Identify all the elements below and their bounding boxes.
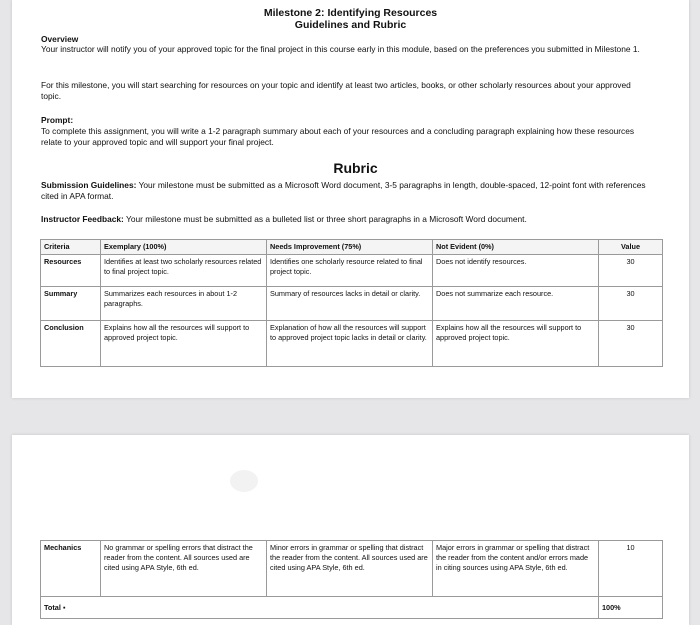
not-evident-header: Not Evident (0%) bbox=[433, 240, 599, 255]
exemplary-cell: Summarizes each resources in about 1-2 paragraphs. bbox=[101, 287, 267, 321]
needs-improvement-cell: Minor errors in grammar or spelling that distract the reader from the content. All sources used are cited using APA Style, 6th ed. bbox=[267, 541, 433, 597]
exemplary-cell: Identifies at least two scholarly resources related to final project topic. bbox=[101, 255, 267, 287]
not-evident-cell: Major errors in grammar or spelling that distract the reader from the content and/or errors made in citing sources using APA Style, 6th ed. bbox=[433, 541, 599, 597]
value-cell: 30 bbox=[599, 287, 663, 321]
criteria-cell: Conclusion bbox=[41, 321, 101, 367]
table-row bbox=[41, 541, 663, 597]
total-value: 100% bbox=[599, 597, 663, 619]
overview-heading: Overview bbox=[41, 34, 79, 44]
needs-improvement-cell: Identifies one scholarly resource related to final project topic. bbox=[267, 255, 433, 287]
feedback-label: Instructor Feedback: bbox=[41, 214, 124, 224]
value-header: Value bbox=[599, 240, 663, 255]
needs-improvement-cell: Explanation of how all the resources will support to approved project topic lacks in detail or clarity. bbox=[267, 321, 433, 367]
exemplary-header: Exemplary (100%) bbox=[101, 240, 267, 255]
feedback-text: Your milestone must be submitted as a bulleted list or three short paragraphs in a Microsoft Word document. bbox=[123, 214, 527, 224]
instructor-feedback bbox=[41, 214, 651, 225]
document-title: Milestone 2: Identifying Resources bbox=[263, 7, 438, 19]
value-cell: 30 bbox=[599, 255, 663, 287]
exemplary-cell: No grammar or spelling errors that distract the reader from the content. All sources used are cited using APA Style, 6th ed. bbox=[101, 541, 267, 597]
document-subtitle: Guidelines and Rubric bbox=[294, 19, 407, 31]
criteria-header: Criteria bbox=[41, 240, 101, 255]
needs-improvement-cell: Summary of resources lacks in detail or clarity. bbox=[267, 287, 433, 321]
table-row bbox=[41, 287, 663, 321]
rubric-table bbox=[40, 239, 663, 367]
criteria-cell: Resources bbox=[41, 255, 101, 287]
rubric-table-continued bbox=[40, 540, 663, 619]
milestone-text: For this milestone, you will start searching for resources on your topic and identify at least two articles, books, or other scholarly resources about your approved topic. bbox=[41, 80, 631, 101]
value-cell: 30 bbox=[599, 321, 663, 367]
submission-guidelines bbox=[41, 180, 651, 201]
total-row bbox=[41, 597, 663, 619]
not-evident-cell: Does not identify resources. bbox=[433, 255, 599, 287]
rubric-header-row bbox=[41, 240, 663, 255]
exemplary-cell: Explains how all the resources will support to approved project topic. bbox=[101, 321, 267, 367]
needs-improvement-header: Needs Improvement (75%) bbox=[267, 240, 433, 255]
not-evident-cell: Does not summarize each resource. bbox=[433, 287, 599, 321]
prompt-heading: Prompt: bbox=[41, 115, 74, 125]
criteria-cell: Summary bbox=[41, 287, 101, 321]
overview-text: Your instructor will notify you of your approved topic for the final project in this course early in this module, based on the preferences you submitted in Milestone 1. bbox=[41, 44, 640, 54]
table-row bbox=[41, 255, 663, 287]
document-page-2 bbox=[12, 435, 689, 625]
prompt-text: To complete this assignment, you will write a 1-2 paragraph summary about each of your resources and a concluding paragraph explaining how these resources relate to your approved topic and will support your final project. bbox=[41, 126, 635, 147]
faint-smudge bbox=[230, 470, 258, 492]
criteria-cell: Mechanics bbox=[41, 541, 101, 597]
value-cell: 10 bbox=[599, 541, 663, 597]
submission-text: Your milestone must be submitted as a Microsoft Word document, 3-5 paragraphs in length, double-spaced, 12-point font with references cited in APA format. bbox=[41, 180, 646, 201]
total-label: Total ▪ bbox=[41, 597, 599, 619]
not-evident-cell: Explains how all the resources will support to approved project topic. bbox=[433, 321, 599, 367]
rubric-heading: Rubric bbox=[333, 160, 378, 176]
submission-label: Submission Guidelines: bbox=[41, 180, 137, 190]
document-page-1 bbox=[12, 0, 689, 398]
table-row bbox=[41, 321, 663, 367]
